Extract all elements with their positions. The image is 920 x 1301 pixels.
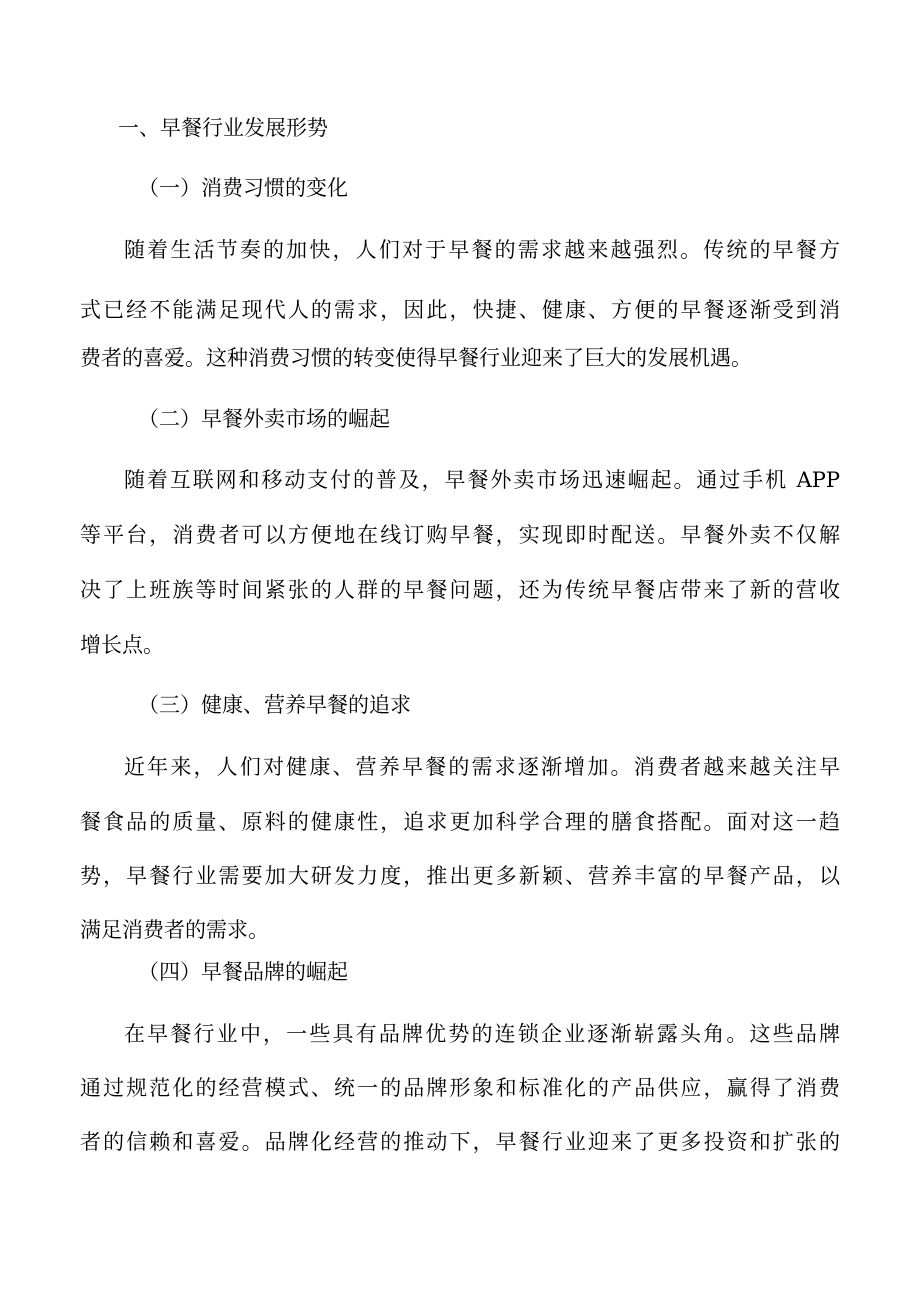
paragraph-line: 等平台，消费者可以方便地在线订购早餐，实现即时配送。早餐外卖不仅解 (80, 523, 840, 547)
section-title: 一、早餐行业发展形势 (118, 116, 328, 140)
paragraph-line: 随着生活节奏的加快，人们对于早餐的需求越来越强烈。传统的早餐方 (124, 238, 840, 262)
paragraph-line: 增长点。 (80, 633, 164, 657)
paragraph-line: 满足消费者的需求。 (80, 918, 269, 942)
paragraph-line: 随着互联网和移动支付的普及，早餐外卖市场迅速崛起。通过手机 APP (124, 468, 840, 492)
paragraph-line: 餐食品的质量、原料的健康性，追求更加科学合理的膳食搭配。面对这一趋 (80, 810, 840, 834)
subsection-heading-2: （二）早餐外卖市场的崛起 (138, 407, 390, 431)
paragraph-line: 势，早餐行业需要加大研发力度，推出更多新颖、营养丰富的早餐产品，以 (80, 864, 840, 888)
paragraph-line: 费者的喜爱。这种消费习惯的转变使得早餐行业迎来了巨大的发展机遇。 (80, 346, 752, 370)
subsection-heading-4: （四）早餐品牌的崛起 (138, 960, 348, 984)
paragraph-line: 式已经不能满足现代人的需求，因此，快捷、健康、方便的早餐逐渐受到消 (80, 298, 840, 322)
paragraph-line: 在早餐行业中，一些具有品牌优势的连锁企业逐渐崭露头角。这些品牌 (124, 1022, 840, 1046)
paragraph-line: 通过规范化的经营模式、统一的品牌形象和标准化的产品供应，赢得了消费 (80, 1076, 840, 1100)
paragraph-line: 者的信赖和喜爱。品牌化经营的推动下，早餐行业迎来了更多投资和扩张的 (80, 1130, 840, 1154)
paragraph-line: 决了上班族等时间紧张的人群的早餐问题，还为传统早餐店带来了新的营收 (80, 578, 840, 602)
subsection-heading-3: （三）健康、营养早餐的追求 (138, 693, 411, 717)
paragraph-line: 近年来，人们对健康、营养早餐的需求逐渐增加。消费者越来越关注早 (124, 755, 840, 779)
subsection-heading-1: （一）消费习惯的变化 (138, 176, 348, 200)
